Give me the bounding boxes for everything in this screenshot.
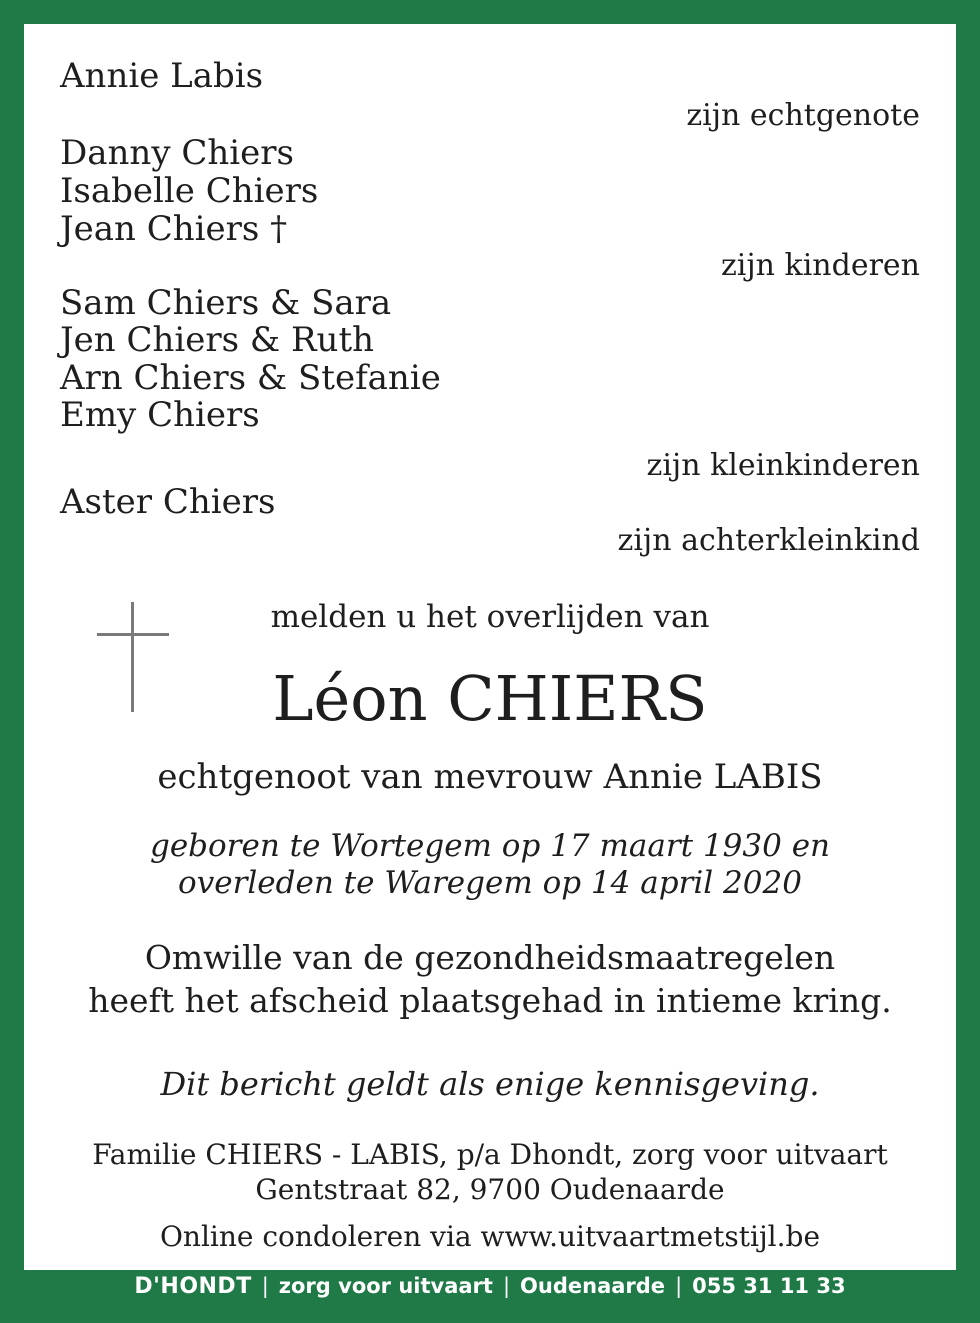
contact-line: Familie CHIERS - LABIS, p/a Dhondt, zorg voor uitvaart <box>92 1138 888 1171</box>
death-line: overleden te Waregem op 14 april 2020 <box>178 865 802 901</box>
spouse-line: echtgenoot van mevrouw Annie LABIS <box>157 757 823 797</box>
child-name: Isabelle Chiers <box>60 171 319 211</box>
child-name: Danny Chiers <box>60 133 294 173</box>
grandchild-name: Emy Chiers <box>60 395 260 435</box>
great-grandchild-name: Aster Chiers <box>60 482 276 522</box>
great-grandchild-relation: zijn achterkleinkind <box>617 523 920 558</box>
announcement-intro: melden u het overlijden van <box>270 599 710 635</box>
obituary-card <box>24 24 956 1270</box>
grandchild-name: Sam Chiers & Sara <box>60 283 392 323</box>
birth-line: geboren te Wortegem op 17 maart 1930 en <box>149 828 831 864</box>
contact-address: Gentstraat 82, 9700 Oudenaarde <box>255 1173 725 1206</box>
grandchild-name: Jen Chiers & Ruth <box>60 320 375 360</box>
child-name: Jean Chiers † <box>60 209 288 249</box>
children-relation: zijn kinderen <box>720 248 920 283</box>
grandchildren-relation: zijn kleinkinderen <box>646 448 920 483</box>
sole-notice: Dit bericht geldt als enige kennisgeving. <box>160 1065 820 1103</box>
notice-line: Omwille van de gezondheidsmaatregelen <box>144 938 836 977</box>
spouse-name: Annie Labis <box>60 56 264 96</box>
online-condolences-link[interactable]: Online condoleren via www.uitvaartmetstijl.be <box>159 1220 821 1253</box>
footer-separator: | <box>502 1274 511 1298</box>
footer-bar <box>0 1270 980 1302</box>
footer-separator: | <box>261 1274 269 1298</box>
spouse-relation: zijn echtgenote <box>686 98 920 133</box>
deceased-name: Léon CHIERS <box>272 662 708 735</box>
grandchild-name: Arn Chiers & Stefanie <box>60 358 441 398</box>
footer-separator: | <box>675 1274 683 1298</box>
footer-city: Oudenaarde <box>520 1274 666 1298</box>
brand-logo: D'HONDT <box>134 1273 252 1299</box>
notice-line: heeft het afscheid plaatsgehad in intieme kring. <box>88 981 892 1020</box>
footer-tagline: zorg voor uitvaart <box>278 1274 493 1298</box>
footer-phone[interactable]: 055 31 11 33 <box>692 1274 846 1298</box>
